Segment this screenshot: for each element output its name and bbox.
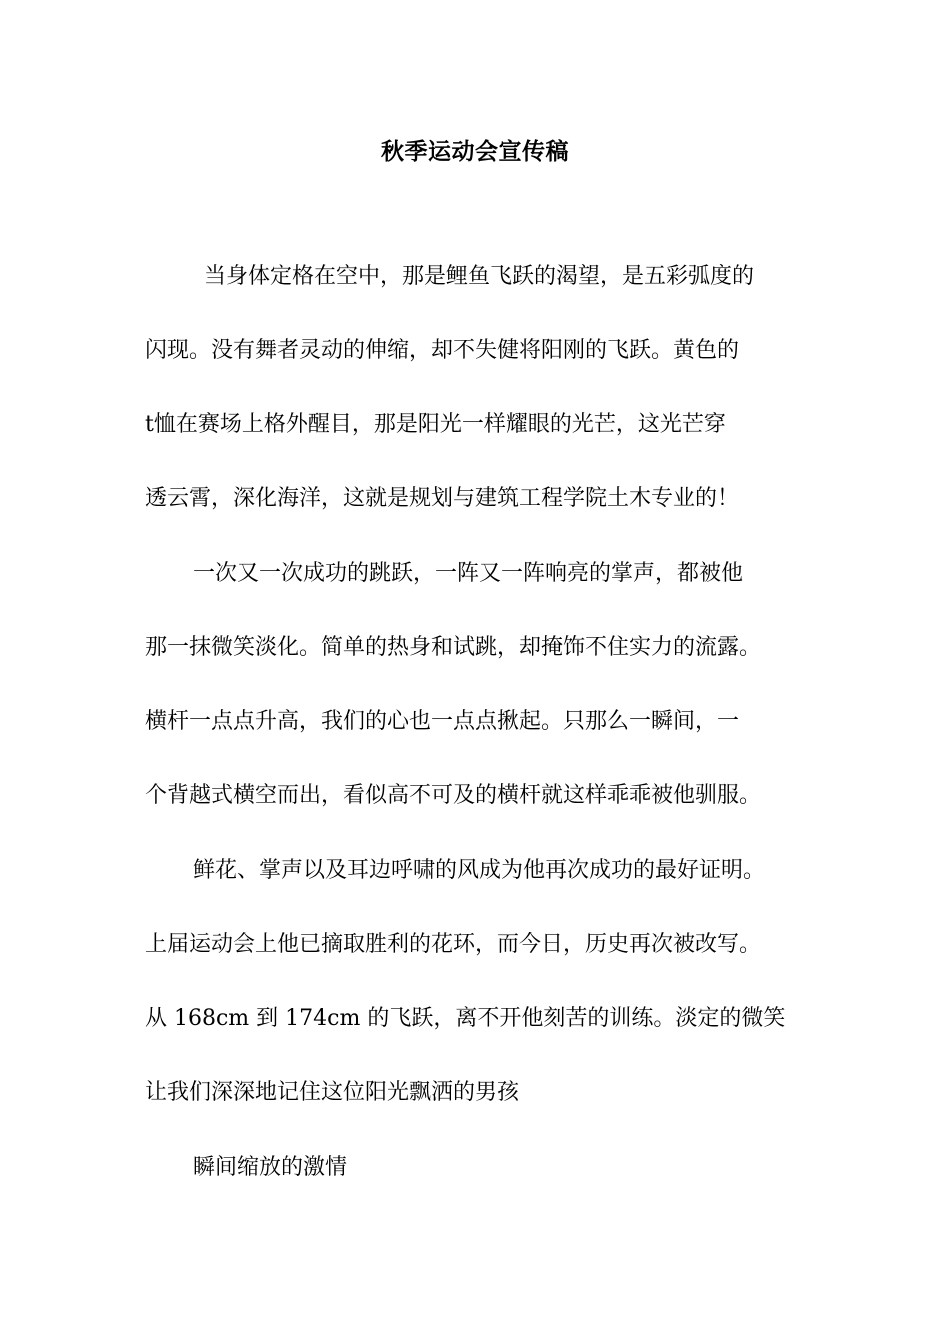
paragraph-2-line-3: 横杆一点点升高，我们的心也一点点揪起。只那么一瞬间，一 — [145, 709, 740, 734]
document-title: 秋季运动会宣传稿 — [381, 139, 569, 165]
paragraph-2-line-4: 个背越式横空而出，看似高不可及的横杆就这样乖乖被他驯服。 — [145, 783, 762, 808]
paragraph-1-line-1: 当身体定格在空中，那是鲤鱼飞跃的渴望，是五彩弧度的 — [204, 264, 755, 289]
paragraph-2-line-1: 一次又一次成功的跳跃，一阵又一阵响亮的掌声，都被他 — [193, 561, 744, 586]
paragraph-3-line-3: 从 168cm 到 174cm 的飞跃，离不开他刻苦的训练。淡定的微笑 — [145, 1006, 786, 1031]
paragraph-3-line-4: 让我们深深地记住这位阳光飘洒的男孩 — [145, 1080, 520, 1105]
paragraph-1-line-4: 透云霄，深化海洋，这就是规划与建筑工程学院土木专业的！ — [145, 486, 740, 511]
paragraph-2-line-2: 那一抹微笑淡化。简单的热身和试跳，却掩饰不住实力的流露。 — [145, 635, 762, 660]
paragraph-3-line-1: 鲜花、掌声以及耳边呼啸的风成为他再次成功的最好证明。 — [193, 858, 766, 883]
paragraph-3-line-2: 上届运动会上他已摘取胜利的花环，而今日，历史再次被改写。 — [145, 932, 762, 957]
section-heading-line: 瞬间缩放的激情 — [193, 1155, 348, 1180]
paragraph-1-line-2: 闪现。没有舞者灵动的伸缩，却不失健将阳刚的飞跃。黄色的 — [145, 338, 740, 363]
paragraph-1-line-3: t恤在赛场上格外醒目，那是阳光一样耀眼的光芒，这光芒穿 — [145, 412, 726, 437]
